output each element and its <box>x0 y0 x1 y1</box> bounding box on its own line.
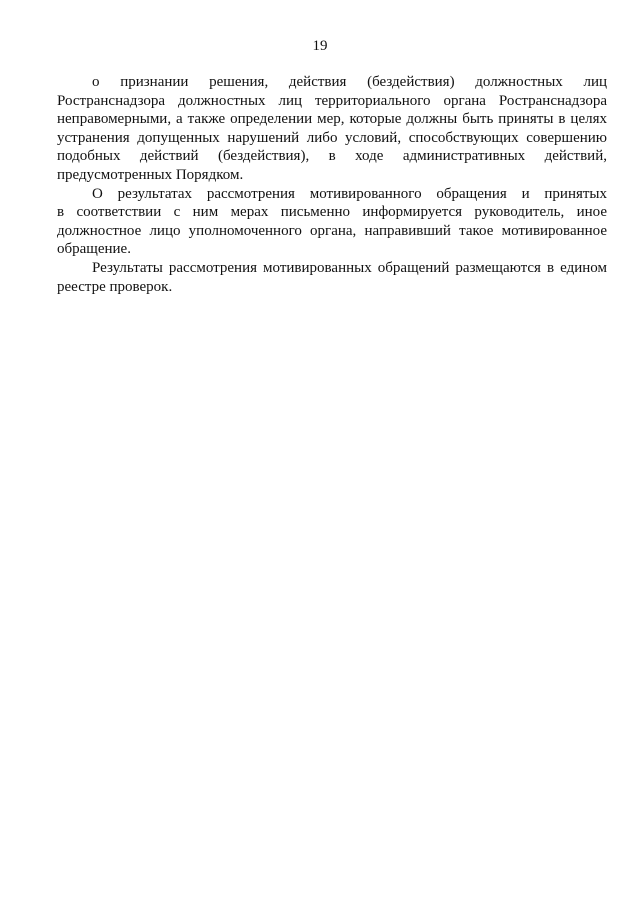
paragraph-2 <box>57 185 607 259</box>
paragraph-1-line-2: Ространснадзора должностных лиц территориального органа Ространснадзора <box>57 92 607 109</box>
paragraph-3-line-2: реестре проверок. <box>57 278 173 295</box>
paragraph-1-line-1: о признании решения, действия (бездействия) должностных лиц <box>92 74 607 90</box>
paragraph-3-line-1: Результаты рассмотрения мотивированных обращений размещаются в едином <box>92 259 607 276</box>
page-number: 19 <box>312 38 328 54</box>
paragraph-2-line-3: должностное лицо уполномоченного органа, направивший такое мотивированное <box>57 222 607 239</box>
paragraph-1-line-5: подобных действий (бездействия), в ходе административных действий, <box>57 148 607 165</box>
paragraph-2-line-2: в соответствии с ним мерах письменно информируется руководитель, иное <box>57 204 607 221</box>
paragraph-1-line-4: устранения допущенных нарушений либо условий, способствующих совершению <box>57 129 607 146</box>
paragraph-1-line-3: неправомерными, а также определении мер, которые должны быть приняты в целях <box>57 111 607 128</box>
paragraph-1 <box>57 73 607 185</box>
paragraph-1-line-6: предусмотренных Порядком. <box>57 166 244 183</box>
paragraph-2-line-1: О результатах рассмотрения мотивированного обращения и принятых <box>92 185 607 202</box>
paragraph-3 <box>57 259 607 296</box>
document-body <box>57 73 607 296</box>
paragraph-2-line-4: обращение. <box>57 241 131 258</box>
